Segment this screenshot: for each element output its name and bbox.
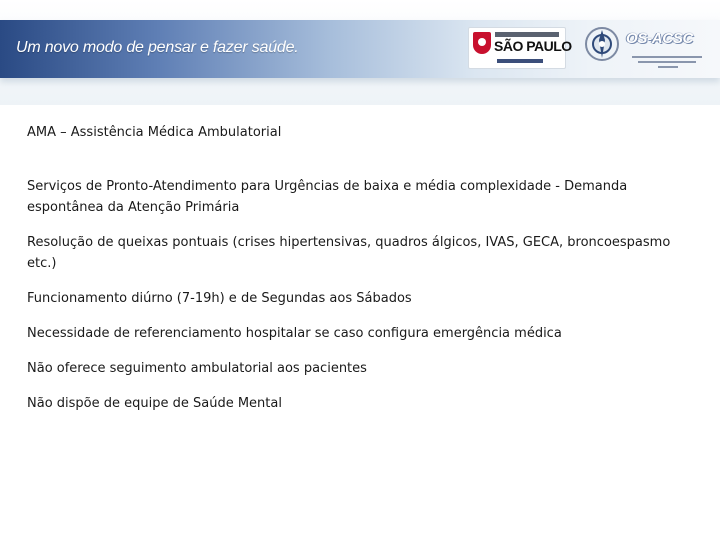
slide-content bbox=[27, 122, 687, 428]
sp-logo-caption-bar bbox=[495, 32, 559, 37]
acsc-caption-line bbox=[638, 61, 696, 63]
sp-logo-sub-bar bbox=[497, 59, 543, 63]
sp-logo-text: SÃO PAULO bbox=[494, 38, 572, 54]
acsc-emblem-icon bbox=[584, 24, 620, 64]
sp-crest-icon bbox=[473, 32, 491, 54]
slide-title: AMA – Assistência Médica Ambulatorial bbox=[27, 125, 282, 140]
acsc-caption-line bbox=[658, 66, 678, 68]
sao-paulo-logo bbox=[468, 27, 572, 69]
bullet-paragraph: Não oferece seguimento ambulatorial aos pacientes bbox=[27, 361, 367, 376]
bullet-paragraph: Não dispõe de equipe de Saúde Mental bbox=[27, 396, 282, 411]
acsc-logo-text: OS-ACSC bbox=[626, 30, 694, 47]
bullet-paragraph: Funcionamento diúrno (7-19h) e de Segundas aos Sábados bbox=[27, 291, 412, 306]
slogan-text: Um novo modo de pensar e fazer saúde. bbox=[16, 39, 299, 56]
bullet-paragraph: Necessidade de referenciamento hospitalar se caso configura emergência médica bbox=[27, 326, 562, 341]
bullet-paragraph: Resolução de queixas pontuais (crises hipertensivas, quadros álgicos, IVAS, GECA, broncoespasmo etc.) bbox=[27, 235, 671, 271]
acsc-caption-line bbox=[632, 56, 702, 58]
header-banner bbox=[0, 0, 720, 105]
bullet-paragraph: Serviços de Pronto-Atendimento para Urgências de baixa e média complexidade - Demanda espontânea da Atenção Primária bbox=[27, 179, 628, 215]
